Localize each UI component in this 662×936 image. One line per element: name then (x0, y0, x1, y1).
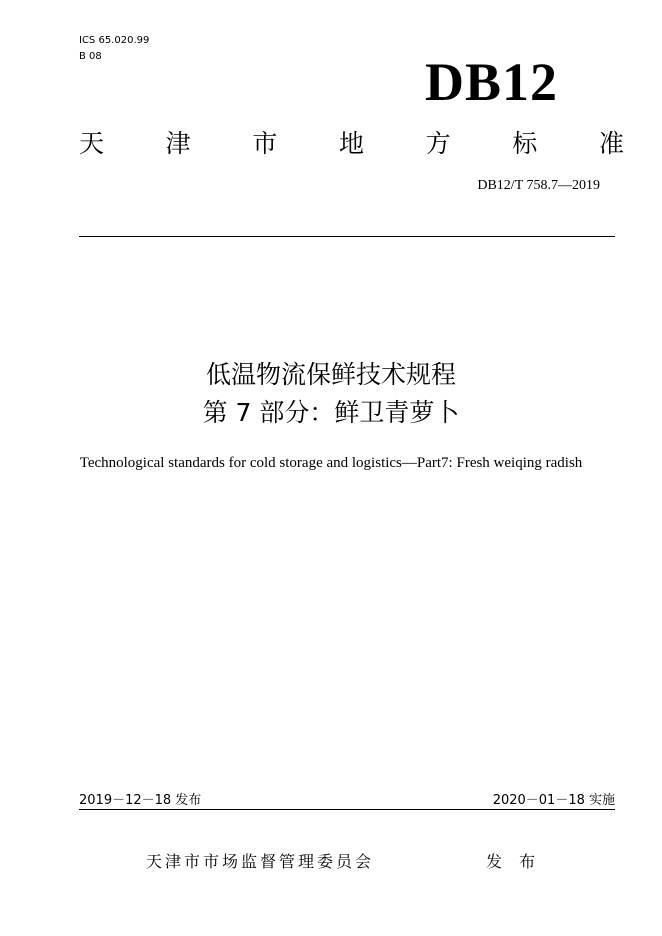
english-title: Technological standards for cold storage and logistics—Part7: Fresh weiqing radish (79, 455, 583, 471)
title-line-2: 第 7 部分：鲜卫青萝卜 (202, 398, 460, 427)
standard-type-char: 标 (512, 129, 538, 158)
implementation-date: 2020－01－18 实施 (492, 793, 615, 808)
standard-type-char: 地 (338, 129, 364, 158)
publish-label: 发 布 (486, 852, 542, 871)
standard-type-char: 天 (79, 129, 105, 158)
top-divider (79, 236, 615, 237)
standard-type-char: 方 (425, 129, 451, 158)
db-logo: DB12 (425, 52, 559, 112)
bottom-divider (79, 809, 615, 810)
document-title (0, 356, 662, 432)
ics-code: ICS 65.020.99 (79, 35, 150, 46)
standard-type-char: 市 (252, 129, 278, 158)
standard-type-char: 准 (598, 129, 624, 158)
issuing-authority: 天津市市场监督管理委员会 (146, 852, 375, 871)
standard-type-heading (79, 128, 624, 160)
ccs-code: B 08 (79, 51, 102, 62)
issue-date: 2019－12－18 发布 (79, 793, 202, 808)
standard-type-char: 津 (165, 129, 191, 158)
standard-number: DB12/T 758.7—2019 (477, 178, 600, 193)
title-line-1: 低温物流保鲜技术规程 (205, 360, 456, 389)
